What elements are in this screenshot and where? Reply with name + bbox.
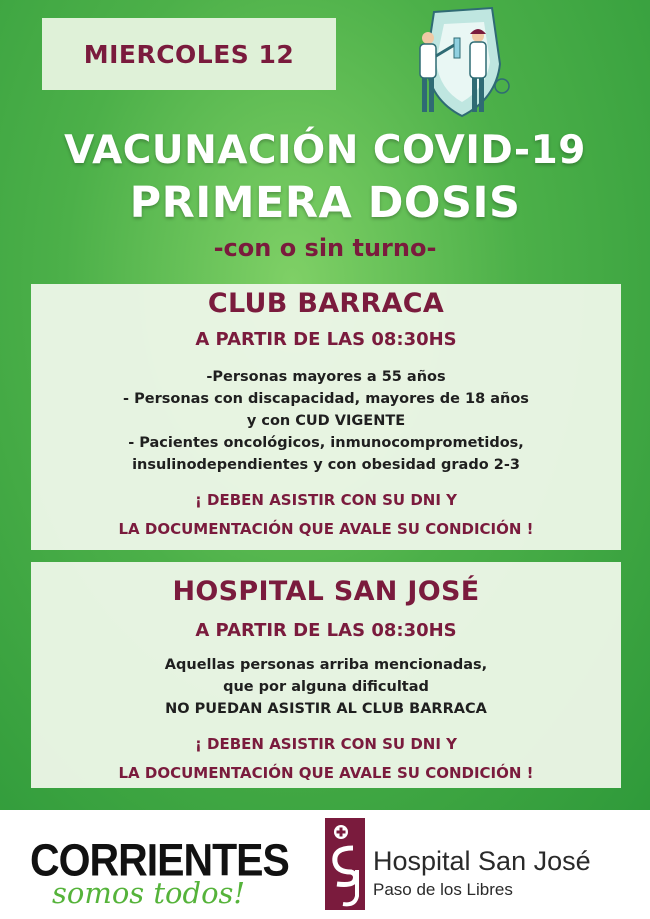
panel-title: CLUB BARRACA [207, 288, 445, 319]
panel-line: que por alguna dificultad [223, 679, 429, 695]
panel-line: Aquellas personas arriba mencionadas, [164, 657, 488, 673]
date-badge [42, 18, 336, 90]
panel-club-barraca [31, 284, 621, 550]
footer [0, 810, 650, 919]
warning-line: ¡ DEBEN ASISTIR CON SU DNI Y [194, 491, 457, 509]
panel-line: -Personas mayores a 55 años [206, 369, 446, 385]
date-label: MIERCOLES 12 [83, 39, 295, 69]
panel-time: A PARTIR DE LAS 08:30HS [195, 620, 457, 641]
panel-lines [31, 366, 621, 476]
title-line-2: PRIMERA DOSIS [129, 178, 521, 228]
hospital-logo [325, 818, 635, 914]
hospital-logo-location: Paso de los Libres [373, 880, 513, 899]
panel-line: insulinodependientes y con obesidad grado 2-3 [132, 457, 520, 473]
corrientes-logo-tagline: somos todos! [52, 876, 246, 910]
title-line-1: VACUNACIÓN COVID-19 [64, 128, 586, 173]
corrientes-logo-word: CORRIENTES [30, 834, 289, 886]
hospital-cross-sj-icon [325, 818, 365, 910]
panel-time: A PARTIR DE LAS 08:30HS [195, 329, 457, 350]
panel-line: y con CUD VIGENTE [246, 413, 406, 429]
panel-lines [31, 654, 621, 720]
panel-warning [31, 486, 621, 544]
corrientes-logo [30, 834, 289, 910]
panel-title: HOSPITAL SAN JOSÉ [172, 576, 480, 607]
warning-line: LA DOCUMENTACIÓN QUE AVALE SU CONDICIÓN ! [118, 764, 534, 782]
panel-line: - Pacientes oncológicos, inmunocomprometidos, [128, 435, 524, 451]
warning-line: LA DOCUMENTACIÓN QUE AVALE SU CONDICIÓN ! [118, 520, 534, 538]
hospital-logo-name: Hospital San José [373, 846, 591, 876]
panel-line: - Personas con discapacidad, mayores de 18 años [123, 391, 529, 407]
panel-line: NO PUEDAN ASISTIR AL CLUB BARRACA [165, 701, 487, 717]
panel-warning [31, 730, 621, 788]
doctors-vaccine-shield-icon [404, 4, 520, 126]
subtitle: -con o sin turno- [213, 234, 437, 262]
panel-hospital-san-jose [31, 562, 621, 788]
warning-line: ¡ DEBEN ASISTIR CON SU DNI Y [194, 735, 457, 753]
